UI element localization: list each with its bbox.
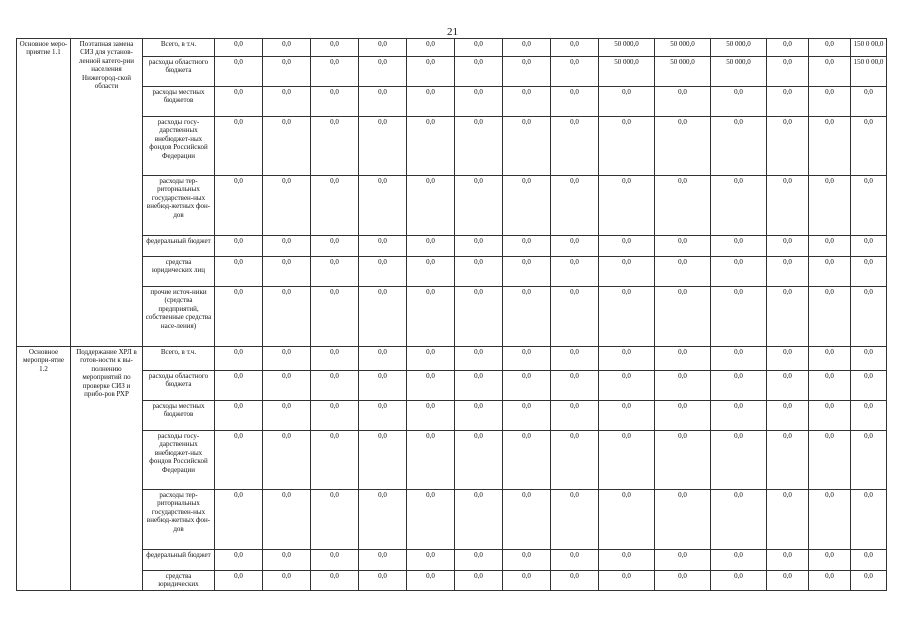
table-row: [17, 39, 887, 57]
value-cell: 0,0: [455, 87, 503, 117]
funding-source-cell: федеральный бюджет: [143, 236, 215, 257]
value-cell: 0,0: [551, 236, 599, 257]
funding-source-cell: прочие источ-ники (средства предприятий, собственные средства насе-ления): [143, 287, 215, 347]
value-cell: 50 000,0: [711, 57, 767, 87]
value-cell: 0,0: [767, 347, 809, 371]
funding-source-cell: расходы тер-риториальных государствен-ных внебюд-жетных фон-дов: [143, 490, 215, 550]
value-cell: 0,0: [215, 257, 263, 287]
value-cell: 0,0: [767, 431, 809, 490]
event-description-cell: Поэтапная замена СИЗ для установ-ленной катего-рии населения Нижегород-ской области: [71, 39, 143, 347]
value-cell: 0,0: [263, 571, 311, 591]
value-cell: 0,0: [407, 257, 455, 287]
table-row: [17, 401, 887, 431]
value-cell: 0,0: [655, 571, 711, 591]
value-cell: 0,0: [767, 39, 809, 57]
table-row: [17, 287, 887, 347]
value-cell: 0,0: [551, 490, 599, 550]
table-row: [17, 431, 887, 490]
value-cell: 0,0: [311, 431, 359, 490]
funding-source-cell: федеральный бюджет: [143, 550, 215, 571]
funding-source-cell: расходы госу-дарственных внебюджет-ных фондов Российской Федерации: [143, 431, 215, 490]
value-cell: 0,0: [263, 257, 311, 287]
value-cell: 0,0: [551, 257, 599, 287]
value-cell: 0,0: [767, 571, 809, 591]
value-cell: 0,0: [851, 571, 887, 591]
funding-source-cell: расходы тер-риториальных государствен-ных внебюд-жетных фон-дов: [143, 176, 215, 236]
value-cell: 0,0: [359, 371, 407, 401]
value-cell: 0,0: [767, 117, 809, 176]
value-cell: 0,0: [503, 39, 551, 57]
value-cell: 0,0: [809, 176, 851, 236]
value-cell: 0,0: [599, 371, 655, 401]
value-cell: 0,0: [359, 401, 407, 431]
funding-source-cell: расходы местных бюджетов: [143, 401, 215, 431]
value-cell: 0,0: [455, 371, 503, 401]
value-cell: 0,0: [311, 176, 359, 236]
value-cell: 0,0: [851, 117, 887, 176]
value-cell: 0,0: [503, 117, 551, 176]
value-cell: 0,0: [655, 490, 711, 550]
value-cell: 0,0: [809, 490, 851, 550]
value-cell: 0,0: [809, 39, 851, 57]
value-cell: 0,0: [503, 287, 551, 347]
table-row: [17, 347, 887, 371]
value-cell: 0,0: [711, 371, 767, 401]
value-cell: 0,0: [599, 176, 655, 236]
funding-source-cell: Всего, в т.ч.: [143, 39, 215, 57]
value-cell: 0,0: [263, 371, 311, 401]
value-cell: 0,0: [599, 401, 655, 431]
value-cell: 0,0: [263, 401, 311, 431]
value-cell: 0,0: [851, 87, 887, 117]
value-cell: 0,0: [655, 431, 711, 490]
value-cell: 0,0: [711, 431, 767, 490]
value-cell: 0,0: [767, 236, 809, 257]
value-cell: 0,0: [359, 39, 407, 57]
value-cell: 0,0: [599, 236, 655, 257]
value-cell: 0,0: [711, 347, 767, 371]
value-cell: 0,0: [809, 57, 851, 87]
value-cell: 0,0: [809, 401, 851, 431]
value-cell: 0,0: [407, 431, 455, 490]
value-cell: 0,0: [551, 401, 599, 431]
value-cell: 0,0: [503, 431, 551, 490]
value-cell: 0,0: [767, 287, 809, 347]
value-cell: 0,0: [359, 257, 407, 287]
value-cell: 0,0: [599, 117, 655, 176]
value-cell: 0,0: [809, 550, 851, 571]
funding-source-cell: средства юридических лиц: [143, 257, 215, 287]
value-cell: 0,0: [503, 401, 551, 431]
value-cell: 0,0: [215, 236, 263, 257]
value-cell: 0,0: [215, 490, 263, 550]
value-cell: 0,0: [655, 401, 711, 431]
value-cell: 0,0: [851, 236, 887, 257]
value-cell: 0,0: [711, 257, 767, 287]
value-cell: 0,0: [407, 57, 455, 87]
value-cell: 0,0: [711, 490, 767, 550]
value-cell: 0,0: [311, 57, 359, 87]
event-cell: Основное меропри-ятие 1.2: [17, 347, 71, 591]
value-cell: 0,0: [809, 347, 851, 371]
value-cell: 0,0: [767, 490, 809, 550]
value-cell: 50 000,0: [599, 57, 655, 87]
value-cell: 0,0: [215, 39, 263, 57]
value-cell: 0,0: [503, 176, 551, 236]
value-cell: 0,0: [551, 347, 599, 371]
value-cell: 0,0: [809, 571, 851, 591]
value-cell: 0,0: [809, 117, 851, 176]
value-cell: 0,0: [551, 87, 599, 117]
funding-source-cell: средства юридических: [143, 571, 215, 591]
value-cell: 50 000,0: [655, 39, 711, 57]
value-cell: 0,0: [407, 401, 455, 431]
value-cell: 0,0: [311, 87, 359, 117]
value-cell: 0,0: [311, 287, 359, 347]
value-cell: 0,0: [359, 176, 407, 236]
value-cell: 0,0: [503, 87, 551, 117]
value-cell: 0,0: [215, 57, 263, 87]
table-row: [17, 57, 887, 87]
funding-source-cell: расходы местных бюджетов: [143, 87, 215, 117]
value-cell: 0,0: [311, 117, 359, 176]
value-cell: 0,0: [263, 117, 311, 176]
value-cell: 0,0: [407, 117, 455, 176]
value-cell: 0,0: [455, 57, 503, 87]
value-cell: 0,0: [407, 371, 455, 401]
budget-table-body: [17, 39, 887, 591]
value-cell: 0,0: [655, 176, 711, 236]
value-cell: 0,0: [767, 371, 809, 401]
value-cell: 0,0: [809, 287, 851, 347]
value-cell: 0,0: [551, 39, 599, 57]
value-cell: 0,0: [655, 371, 711, 401]
value-cell: 0,0: [359, 287, 407, 347]
funding-source-cell: расходы госу-дарственных внебюджет-ных фондов Российской Федерации: [143, 117, 215, 176]
value-cell: 0,0: [767, 87, 809, 117]
value-cell: 0,0: [359, 431, 407, 490]
value-cell: 0,0: [311, 257, 359, 287]
value-cell: 0,0: [503, 347, 551, 371]
value-cell: 0,0: [455, 431, 503, 490]
table-row: [17, 371, 887, 401]
page-number: 21: [447, 26, 458, 38]
value-cell: 0,0: [455, 176, 503, 236]
value-cell: 0,0: [311, 401, 359, 431]
value-cell: 0,0: [215, 401, 263, 431]
value-cell: 0,0: [359, 87, 407, 117]
value-cell: 0,0: [711, 401, 767, 431]
value-cell: 0,0: [359, 571, 407, 591]
value-cell: 0,0: [551, 176, 599, 236]
funding-source-cell: Всего, в т.ч.: [143, 347, 215, 371]
value-cell: 0,0: [809, 87, 851, 117]
value-cell: 0,0: [215, 117, 263, 176]
value-cell: 0,0: [215, 87, 263, 117]
value-cell: 0,0: [809, 236, 851, 257]
value-cell: 0,0: [655, 347, 711, 371]
value-cell: 50 000,0: [711, 39, 767, 57]
value-cell: 0,0: [599, 550, 655, 571]
value-cell: 0,0: [551, 550, 599, 571]
value-cell: 0,0: [599, 571, 655, 591]
value-cell: 0,0: [711, 117, 767, 176]
value-cell: 0,0: [215, 287, 263, 347]
value-cell: 0,0: [767, 176, 809, 236]
funding-source-cell: расходы областного бюджета: [143, 57, 215, 87]
value-cell: 0,0: [851, 287, 887, 347]
value-cell: 0,0: [551, 57, 599, 87]
value-cell: 0,0: [711, 550, 767, 571]
value-cell: 0,0: [407, 176, 455, 236]
value-cell: 0,0: [455, 117, 503, 176]
value-cell: 0,0: [767, 401, 809, 431]
event-description-cell: Поддержание ХРЛ в готов-ности к вы-полнению мероприятий по проверке СИЗ и прибо-ров РХР: [71, 347, 143, 591]
value-cell: 0,0: [215, 176, 263, 236]
value-cell: 0,0: [263, 287, 311, 347]
value-cell: 0,0: [851, 176, 887, 236]
value-cell: 0,0: [215, 371, 263, 401]
value-cell: 0,0: [551, 287, 599, 347]
value-cell: 0,0: [215, 431, 263, 490]
value-cell: 0,0: [711, 176, 767, 236]
value-cell: 0,0: [215, 347, 263, 371]
value-cell: 0,0: [599, 431, 655, 490]
value-cell: 150 0 00,0: [851, 57, 887, 87]
value-cell: 0,0: [851, 401, 887, 431]
value-cell: 0,0: [359, 347, 407, 371]
value-cell: 0,0: [851, 257, 887, 287]
value-cell: 0,0: [311, 571, 359, 591]
value-cell: 0,0: [359, 236, 407, 257]
value-cell: 0,0: [455, 550, 503, 571]
value-cell: 0,0: [455, 490, 503, 550]
value-cell: 0,0: [455, 571, 503, 591]
value-cell: 0,0: [851, 431, 887, 490]
table-row: [17, 87, 887, 117]
value-cell: 0,0: [503, 257, 551, 287]
value-cell: 0,0: [551, 371, 599, 401]
value-cell: 0,0: [455, 401, 503, 431]
value-cell: 0,0: [851, 371, 887, 401]
table-row: [17, 571, 887, 591]
value-cell: 0,0: [455, 236, 503, 257]
value-cell: 0,0: [767, 57, 809, 87]
value-cell: 0,0: [655, 257, 711, 287]
value-cell: 0,0: [311, 236, 359, 257]
value-cell: 0,0: [711, 87, 767, 117]
value-cell: 0,0: [809, 431, 851, 490]
value-cell: 0,0: [359, 490, 407, 550]
value-cell: 0,0: [599, 347, 655, 371]
value-cell: 0,0: [407, 236, 455, 257]
value-cell: 0,0: [215, 550, 263, 571]
value-cell: 150 0 00,0: [851, 39, 887, 57]
value-cell: 0,0: [263, 347, 311, 371]
value-cell: 0,0: [263, 57, 311, 87]
value-cell: 0,0: [263, 39, 311, 57]
value-cell: 0,0: [263, 236, 311, 257]
value-cell: 0,0: [711, 287, 767, 347]
value-cell: 0,0: [503, 57, 551, 87]
value-cell: 0,0: [215, 571, 263, 591]
value-cell: 0,0: [503, 550, 551, 571]
value-cell: 0,0: [655, 236, 711, 257]
value-cell: 0,0: [655, 287, 711, 347]
value-cell: 0,0: [407, 287, 455, 347]
value-cell: 0,0: [407, 347, 455, 371]
table-row: [17, 236, 887, 257]
value-cell: 0,0: [407, 571, 455, 591]
value-cell: 0,0: [711, 571, 767, 591]
value-cell: 0,0: [711, 236, 767, 257]
value-cell: 0,0: [599, 257, 655, 287]
value-cell: 0,0: [359, 57, 407, 87]
value-cell: 0,0: [263, 490, 311, 550]
value-cell: 0,0: [599, 87, 655, 117]
value-cell: 0,0: [455, 287, 503, 347]
value-cell: 0,0: [851, 347, 887, 371]
value-cell: 0,0: [809, 371, 851, 401]
value-cell: 0,0: [655, 117, 711, 176]
value-cell: 0,0: [503, 236, 551, 257]
funding-source-cell: расходы областного бюджета: [143, 371, 215, 401]
value-cell: 0,0: [263, 550, 311, 571]
value-cell: 0,0: [455, 39, 503, 57]
value-cell: 50 000,0: [599, 39, 655, 57]
value-cell: 0,0: [407, 39, 455, 57]
value-cell: 0,0: [407, 490, 455, 550]
value-cell: 0,0: [263, 431, 311, 490]
value-cell: 0,0: [359, 117, 407, 176]
value-cell: 0,0: [407, 550, 455, 571]
value-cell: 0,0: [767, 257, 809, 287]
table-row: [17, 117, 887, 176]
value-cell: 0,0: [503, 571, 551, 591]
value-cell: 0,0: [551, 431, 599, 490]
value-cell: 0,0: [655, 550, 711, 571]
value-cell: 0,0: [551, 117, 599, 176]
value-cell: 0,0: [455, 257, 503, 287]
value-cell: 0,0: [503, 371, 551, 401]
value-cell: 0,0: [599, 287, 655, 347]
value-cell: 0,0: [311, 371, 359, 401]
value-cell: 50 000,0: [655, 57, 711, 87]
value-cell: 0,0: [767, 550, 809, 571]
value-cell: 0,0: [655, 87, 711, 117]
value-cell: 0,0: [311, 550, 359, 571]
value-cell: 0,0: [311, 347, 359, 371]
budget-table: [16, 38, 887, 591]
value-cell: 0,0: [359, 550, 407, 571]
value-cell: 0,0: [551, 571, 599, 591]
event-cell: Основное меро-приятие 1.1: [17, 39, 71, 347]
table-row: [17, 550, 887, 571]
value-cell: 0,0: [599, 490, 655, 550]
value-cell: 0,0: [455, 347, 503, 371]
value-cell: 0,0: [809, 257, 851, 287]
value-cell: 0,0: [311, 490, 359, 550]
table-row: [17, 490, 887, 550]
value-cell: 0,0: [311, 39, 359, 57]
table-row: [17, 176, 887, 236]
value-cell: 0,0: [503, 490, 551, 550]
value-cell: 0,0: [851, 490, 887, 550]
table-row: [17, 257, 887, 287]
value-cell: 0,0: [263, 87, 311, 117]
value-cell: 0,0: [407, 87, 455, 117]
value-cell: 0,0: [851, 550, 887, 571]
value-cell: 0,0: [263, 176, 311, 236]
